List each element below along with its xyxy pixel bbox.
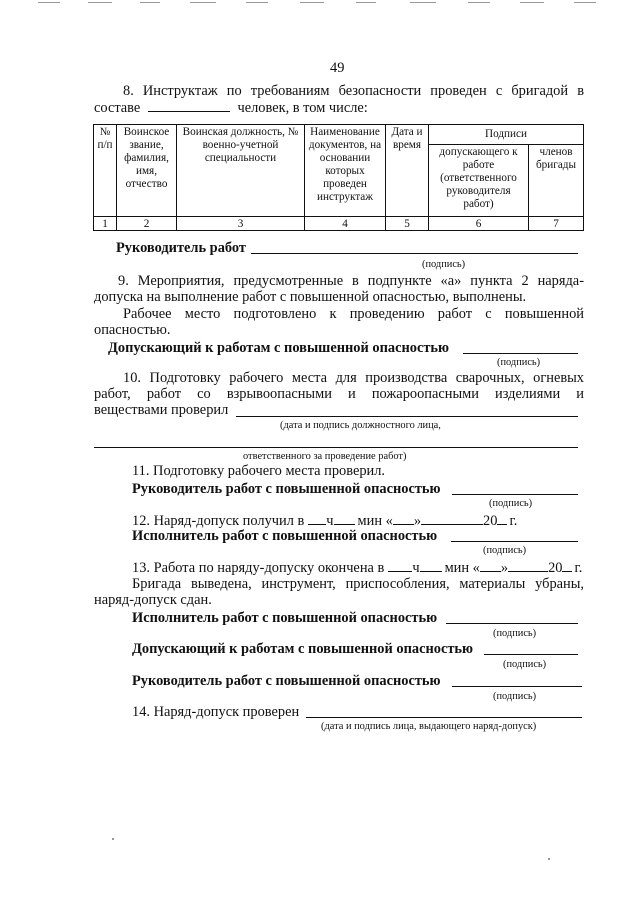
s13-text-year: 20: [548, 560, 563, 576]
s9-line4: опасностью.: [94, 322, 171, 338]
s13-line1: [132, 559, 582, 577]
s13-line2: Бригада выведена, инструмент, приспособления, материалы убраны,: [132, 576, 584, 592]
work-manager-caption: (подпись): [422, 259, 466, 270]
col-admitting-header: допускающего к работе (ответственного руководителя работ): [429, 145, 529, 217]
work-manager-label: Руководитель работ: [116, 240, 246, 256]
table-cell: 7: [529, 217, 584, 231]
s14-line1: 14. Наряд-допуск проверен: [132, 704, 300, 720]
work-manager-signature-line[interactable]: [251, 253, 578, 254]
s13-text-hour: ч: [412, 560, 420, 576]
s13-hour-blank[interactable]: [388, 559, 412, 572]
s13-text-g: г.: [574, 560, 583, 576]
s12-year-blank[interactable]: [497, 512, 507, 525]
s10-line3: веществами проверил: [94, 402, 229, 418]
s9-line2: допуска на выполнение работ с повышенной опасностью, выполнены.: [94, 289, 527, 305]
s13-admitting-caption: (подпись): [503, 659, 547, 670]
table-cell: 3: [177, 217, 305, 231]
s11-line1: 11. Подготовку рабочего места проверил.: [132, 463, 386, 479]
s12-day-blank[interactable]: [393, 512, 414, 525]
s10-line2: работ, работ со взрывоопасными и пожароопасными изделиями и: [94, 386, 584, 402]
s13-minute-blank[interactable]: [420, 559, 442, 572]
s11-signature-line[interactable]: [452, 494, 578, 495]
s12-text-minute: мин «: [357, 513, 393, 529]
table-cell: 4: [305, 217, 386, 231]
s13-month-blank[interactable]: [508, 559, 548, 572]
s12-text-quote: »: [413, 513, 422, 529]
table-row: [94, 217, 584, 231]
col-signatures-header: Подписи: [429, 125, 584, 145]
s11-manager-label: Руководитель работ с повышенной опасностью: [132, 481, 441, 497]
s8-line2-a: составе: [94, 100, 141, 116]
brigade-size-blank[interactable]: [148, 99, 230, 112]
s9-admitting-signature-line[interactable]: [463, 353, 578, 354]
s9-line1: 9. Мероприятия, предусмотренные в подпункте «а» пункта 2 наряда-: [118, 273, 584, 289]
s12-month-blank[interactable]: [421, 512, 483, 525]
s12-hour-blank[interactable]: [308, 512, 326, 525]
s10-signature-line[interactable]: [236, 416, 578, 417]
s10-caption1: (дата и подпись должностного лица,: [280, 420, 441, 431]
col-position-header: Воинская должность, № военно-учетной специальности: [177, 125, 305, 217]
s13-manager-caption: (подпись): [493, 691, 537, 702]
s9-admitting-caption: (подпись): [497, 357, 541, 368]
s13-admitting-label: Допускающий к работам с повышенной опасностью: [132, 641, 474, 657]
s10-signature-line-2[interactable]: [94, 447, 578, 448]
scan-speck: [548, 858, 550, 860]
s12-text-g: г.: [509, 513, 518, 529]
col-rank-header: Воинское звание, фамилия, имя, отчество: [117, 125, 177, 217]
s13-text-quote: »: [500, 560, 509, 576]
s13-executor-caption: (подпись): [493, 628, 537, 639]
s9-admitting-label: Допускающий к работам с повышенной опасностью: [108, 340, 450, 356]
s8-line2: [94, 99, 368, 117]
col-members-header: членов бригады: [529, 145, 584, 217]
s9-line3: Рабочее место подготовлено к проведению работ с повышенной: [123, 306, 584, 322]
s13-executor-label: Исполнитель работ с повышенной опасностью: [132, 610, 438, 626]
page-number: 49: [330, 60, 345, 76]
col-num-header: № п/п: [94, 125, 117, 217]
s10-line1: 10. Подготовку рабочего места для производства сварочных, огневых: [123, 370, 584, 386]
table-cell: 2: [117, 217, 177, 231]
table-cell: 1: [94, 217, 117, 231]
s14-caption: (дата и подпись лица, выдающего наряд-допуск): [321, 721, 537, 732]
col-docs-header: Наименование документов, на основании которых проведен инструктаж: [305, 125, 386, 217]
s13-manager-signature-line[interactable]: [452, 686, 582, 687]
s13-day-blank[interactable]: [480, 559, 501, 572]
s14-signature-line[interactable]: [306, 717, 582, 718]
s13-manager-label: Руководитель работ с повышенной опасностью: [132, 673, 441, 689]
s12-signature-line[interactable]: [451, 541, 578, 542]
s13-line3: наряд-допуск сдан.: [94, 592, 212, 608]
s11-caption: (подпись): [489, 498, 533, 509]
col-datetime-header: Дата и время: [386, 125, 429, 217]
table-cell: 6: [429, 217, 529, 231]
s8-line1: 8. Инструктаж по требованиям безопасности проведен с бригадой в: [123, 83, 584, 99]
s12-text-hour: ч: [326, 513, 334, 529]
scan-speck: [112, 838, 114, 840]
instruction-table: [93, 124, 584, 231]
scan-edge-marks: [0, 0, 640, 6]
s12-text-year: 20: [483, 513, 498, 529]
s12-minute-blank[interactable]: [334, 512, 355, 525]
s13-text-finished: 13. Работа по наряду-допуску окончена в: [132, 560, 385, 576]
s12-caption: (подпись): [483, 545, 527, 556]
s10-caption2: ответственного за проведение работ): [243, 451, 407, 462]
s13-year-blank[interactable]: [562, 559, 572, 572]
s13-executor-signature-line[interactable]: [446, 623, 578, 624]
s8-line2-b: человек, в том числе:: [237, 100, 368, 116]
table-cell: 5: [386, 217, 429, 231]
s12-executor-label: Исполнитель работ с повышенной опасностью: [132, 528, 438, 544]
s13-text-minute: мин «: [444, 560, 480, 576]
s13-admitting-signature-line[interactable]: [484, 654, 578, 655]
s12-text-received: 12. Наряд-допуск получил в: [132, 513, 305, 529]
